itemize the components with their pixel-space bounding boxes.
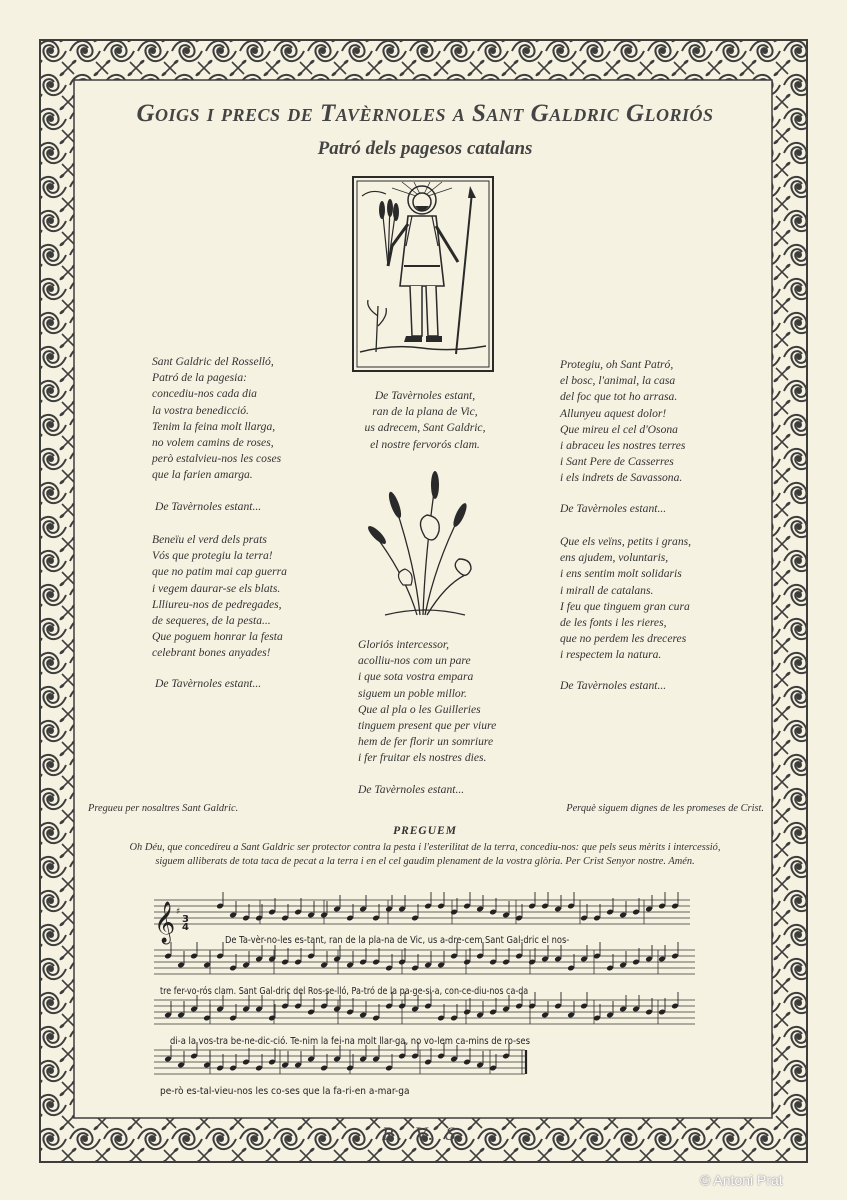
refrain-center: De Tavèrnoles estant... [358, 783, 465, 796]
lyrics-line-3: di-a la vos-tra be-ne-dic-ció. Te-nim la fei-na molt llar-ga, no vo-lem ca-mins de ro-ses [170, 1036, 530, 1047]
svg-text:4: 4 [182, 922, 189, 933]
refrain-left-1: De Tavèrnoles estant... [155, 500, 262, 513]
copyright-watermark: © Antoni Prat [700, 1172, 783, 1188]
refrain-right-2: De Tavèrnoles estant... [560, 679, 667, 692]
svg-text:♯: ♯ [176, 907, 181, 917]
svg-text:𝄞: 𝄞 [154, 902, 176, 943]
verse-right-1: Protegiu, oh Sant Patró, el bosc, l'animal, la casa del foc que tot ho arrasa. Allunyeu aquest dolor! Que mireu el cel d'Osona i abraceu les nostres terres i Sant Pere de Casserres i els indrets de Savassona. [560, 358, 686, 485]
svg-text:3: 3 [182, 914, 189, 925]
prayer-heading: PREGUEM [393, 825, 457, 837]
page-title: Goigs i precs de Tavèrnoles a Sant Galdric Gloriós [136, 100, 714, 127]
prayer-right-note: Perquè siguem dignes de les promeses de Crist. [566, 803, 764, 814]
verse-center-2: Gloriós intercessor, acolliu-nos com un pare i que sota vostra empara siguem un poble millor. Que al pla o les Guilleries tinguem present que per viure hem de fer florir un somriure i fer fruitar els nostres dies. [358, 638, 497, 765]
verse-left-2: Beneïu el verd dels prats Vós que protegiu la terra! que no patim mai cap guerra i vegem daurar-se els blats. Llliureu-nos de pedregades, de sequeres, de la pesta... Que poguem honrar la festa celebrant bones anyades! [152, 533, 287, 660]
verse-right-2: Que els veïns, petits i grans, ens ajudem, voluntaris, i ens sentim molt solidaris i mirall de catalans. I feu que tinguem gran cura de les fonts i les rieres, que no perdem les dreceres i respectem la natura. [560, 535, 692, 662]
prayer-left-note: Pregueu per nosaltres Sant Galdric. [88, 803, 239, 814]
prayer-text: Oh Déu, que concedíreu a Sant Galdric ser protector contra la pesta i l'esterilitat de la terra, concediu-nos: que pels seus mèrits i intercessió, siguem alliberats de tota taca de pecat a la terra i en el cel gaudim plenament de la vostra glòria. Per Crist Senyor nostre. Amén. [129, 842, 721, 867]
verse-left-1: Sant Galdric del Rosselló, Patró de la pagesia: concediu-nos cada dia la vostra benedicció. Tenim la feina molt llarga, no volem camins de roses, però estalvieu-nos les coses que la farien amarga. [152, 355, 282, 482]
lyrics-line-2: tre fer-vo-rós clam. Sant Gal-dric del Ros-se-lló, Pa-tró de la pa-ge-si-a, con-ce-diu-nos ca-da [160, 986, 529, 997]
refrain-left-2: De Tavèrnoles estant... [155, 677, 262, 690]
saint-woodcut-image [352, 176, 494, 372]
lyrics-line-1: De Ta-vèr-no-les es-tant, ran de la pla-na de Vic, us a-dre-cem Sant Gal-dric el nos- [225, 935, 570, 946]
wheat-flower-illustration [365, 465, 485, 625]
verse-center-1: De Tavèrnoles estant, ran de la plana de Vic, us adrecem, Sant Galdric, el nostre fervorós clam. [364, 389, 486, 451]
page-subtitle: Patró dels pagesos catalans [317, 138, 533, 159]
footer-initials: R. V. S. [381, 1124, 468, 1145]
lyrics-line-4: pe-rò es-tal-vieu-nos les co-ses que la fa-ri-en a-mar-ga [160, 1086, 410, 1097]
refrain-right-1: De Tavèrnoles estant... [560, 502, 667, 515]
